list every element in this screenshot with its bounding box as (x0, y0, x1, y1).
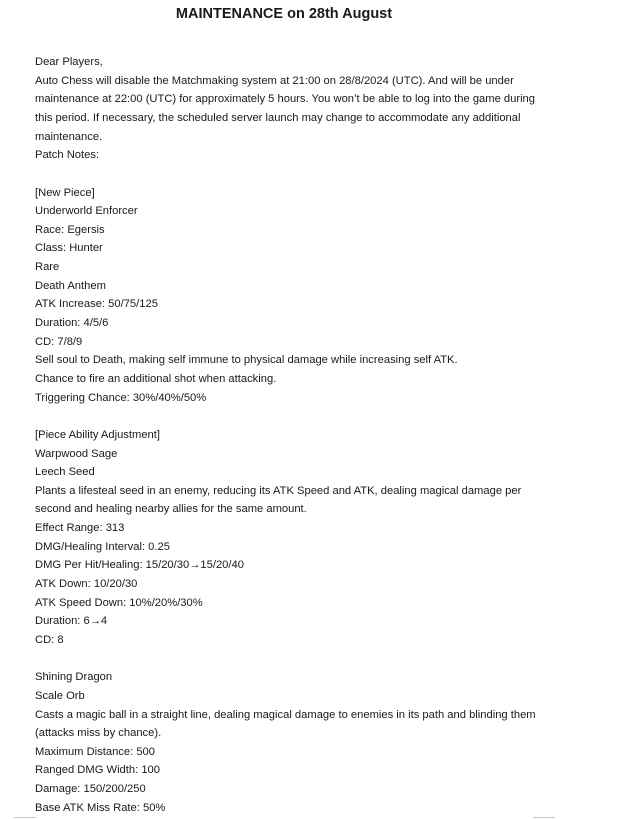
skill-description: Casts a magic ball in a straight line, dealing magical damage to enemies in its path and blinding them (attacks miss by chance). (35, 708, 536, 740)
section-header-new-piece: [New Piece] (35, 186, 95, 199)
stat-duration: Duration: 4/5/6 (35, 317, 109, 330)
stat-atk-increase: ATK Increase: 50/75/125 (35, 298, 158, 311)
stat-max-distance: Maximum Distance: 500 (35, 745, 155, 758)
stat-effect-range: Effect Range: 313 (35, 522, 125, 535)
skill-name: Death Anthem (35, 279, 106, 292)
piece-name: Shining Dragon (35, 671, 113, 684)
skill-description: Sell soul to Death, making self immune to physical damage while increasing self ATK. (35, 354, 458, 367)
skill-description-2: Chance to fire an additional shot when attacking. (35, 372, 277, 385)
stat-atk-speed-down: ATK Speed Down: 10%/20%/30% (35, 596, 203, 609)
stat-damage: Damage: 150/200/250 (35, 783, 146, 796)
skill-description: Plants a lifesteal seed in an enemy, reducing its ATK Speed and ATK, dealing magical damage per second and healing nearby allies for the same amount. (35, 484, 522, 516)
stat-cd: CD: 7/8/9 (35, 335, 83, 348)
intro-paragraph: Auto Chess will disable the Matchmaking system at 21:00 on 28/8/2024 (UTC). And will be under maintenance at 22:00 (UTC) for approximately 5 hours. You won’t be able to log into the game during this period. If necessary, the scheduled server launch may change to accommodate any additional maintenance. (35, 74, 536, 143)
patch-notes-label: Patch Notes: (35, 149, 100, 162)
stat-cd: CD: 8 (35, 633, 64, 646)
spacer (35, 407, 540, 426)
piece-rarity: Rare (35, 261, 60, 274)
skill-name: Scale Orb (35, 689, 85, 702)
stat-miss-rate: Base ATK Miss Rate: 50% (35, 801, 166, 814)
stat-dmg-per-hit: DMG Per Hit/Healing: 15/20/30→15/20/40 (35, 559, 244, 572)
page-corner-mark-left (14, 817, 36, 818)
skill-name: Leech Seed (35, 466, 95, 479)
page-corner-mark-right (533, 817, 555, 818)
stat-atk-down: ATK Down: 10/20/30 (35, 578, 138, 591)
stat-ranged-width: Ranged DMG Width: 100 (35, 764, 160, 777)
piece-name: Warpwood Sage (35, 447, 118, 460)
document-body (35, 53, 540, 817)
piece-class: Class: Hunter (35, 242, 103, 255)
stat-interval: DMG/Healing Interval: 0.25 (35, 540, 170, 553)
piece-race: Race: Egersis (35, 223, 105, 236)
greeting: Dear Players, (35, 56, 103, 68)
piece-name: Underworld Enforcer (35, 205, 138, 218)
stat-duration: Duration: 6→4 (35, 615, 108, 628)
spacer (35, 165, 540, 184)
section-header-adjustment: [Piece Ability Adjustment] (35, 428, 160, 441)
stat-trigger-chance: Triggering Chance: 30%/40%/50% (35, 391, 207, 404)
spacer (35, 650, 540, 669)
page-title: MAINTENANCE on 28th August (175, 6, 393, 22)
